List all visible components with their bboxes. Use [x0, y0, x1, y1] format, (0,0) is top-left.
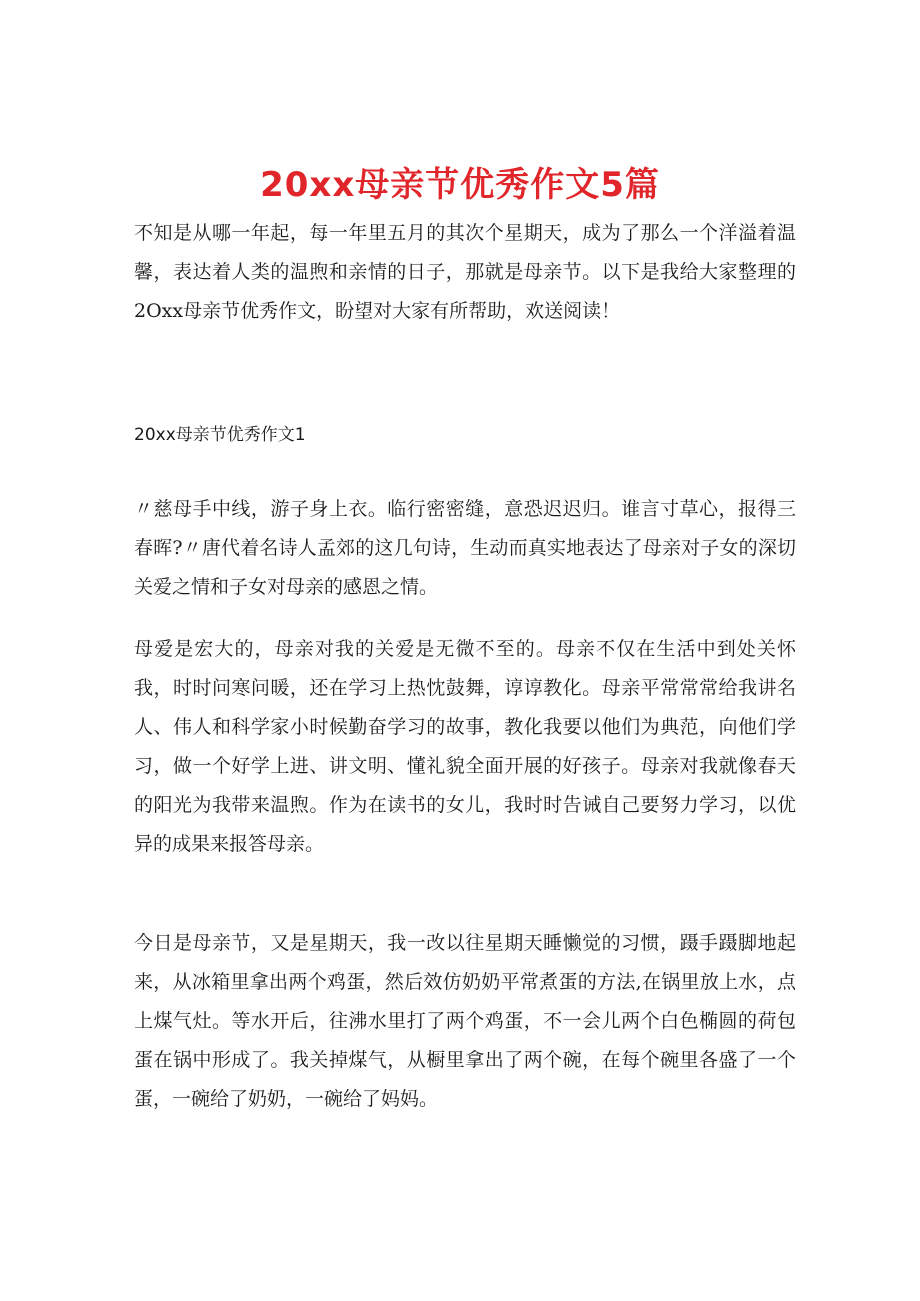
document-title: 20xx母亲节优秀作文5篇	[260, 164, 660, 205]
section-heading: 20xx母亲节优秀作文1	[134, 425, 306, 445]
intro-paragraph: 不知是从哪一年起，每一年里五月的其次个星期天，成为了那么一个洋溢着温馨，表达着人类的温煦和亲情的日子，那就是母亲节。以下是我给大家整理的2Oxx母亲节优秀作文，盼望对大家有所帮助，欢送阅读！	[134, 222, 796, 322]
body-paragraph-3: 今日是母亲节，又是星期天，我一改以往星期天睡懒觉的习惯，蹑手蹑脚地起来，从冰箱里拿出两个鸡蛋，然后效仿奶奶平常煮蛋的方法,在锅里放上水，点上煤气灶。等水开后，往沸水里打了两个鸡蛋，不一会儿两个白色椭圆的荷包蛋在锅中形成了。我关掉煤气，从橱里拿出了两个碗，在每个碗里各盛了一个蛋，一碗给了奶奶，一碗给了妈妈。	[134, 932, 796, 1110]
body-paragraph-2: 母爱是宏大的，母亲对我的关爱是无微不至的。母亲不仅在生活中到处关怀我，时时问寒问暖，还在学习上热忱鼓舞，谆谆教化。母亲平常常常给我讲名人、伟人和科学家小时候勤奋学习的故事，教化我要以他们为典范，向他们学习，做一个好学上进、讲文明、懂礼貌全面开展的好孩子。母亲对我就像春天的阳光为我带来温煦。作为在读书的女儿，我时时告诫自己要努力学习，以优异的成果来报答母亲。	[134, 638, 796, 855]
body-paragraph-1: 〃慈母手中线，游子身上衣。临行密密缝，意恐迟迟归。谁言寸草心，报得三春晖?〃唐代着名诗人孟郊的这几句诗，生动而真实地表达了母亲对子女的深切关爱之情和子女对母亲的感恩之情。	[134, 498, 796, 598]
